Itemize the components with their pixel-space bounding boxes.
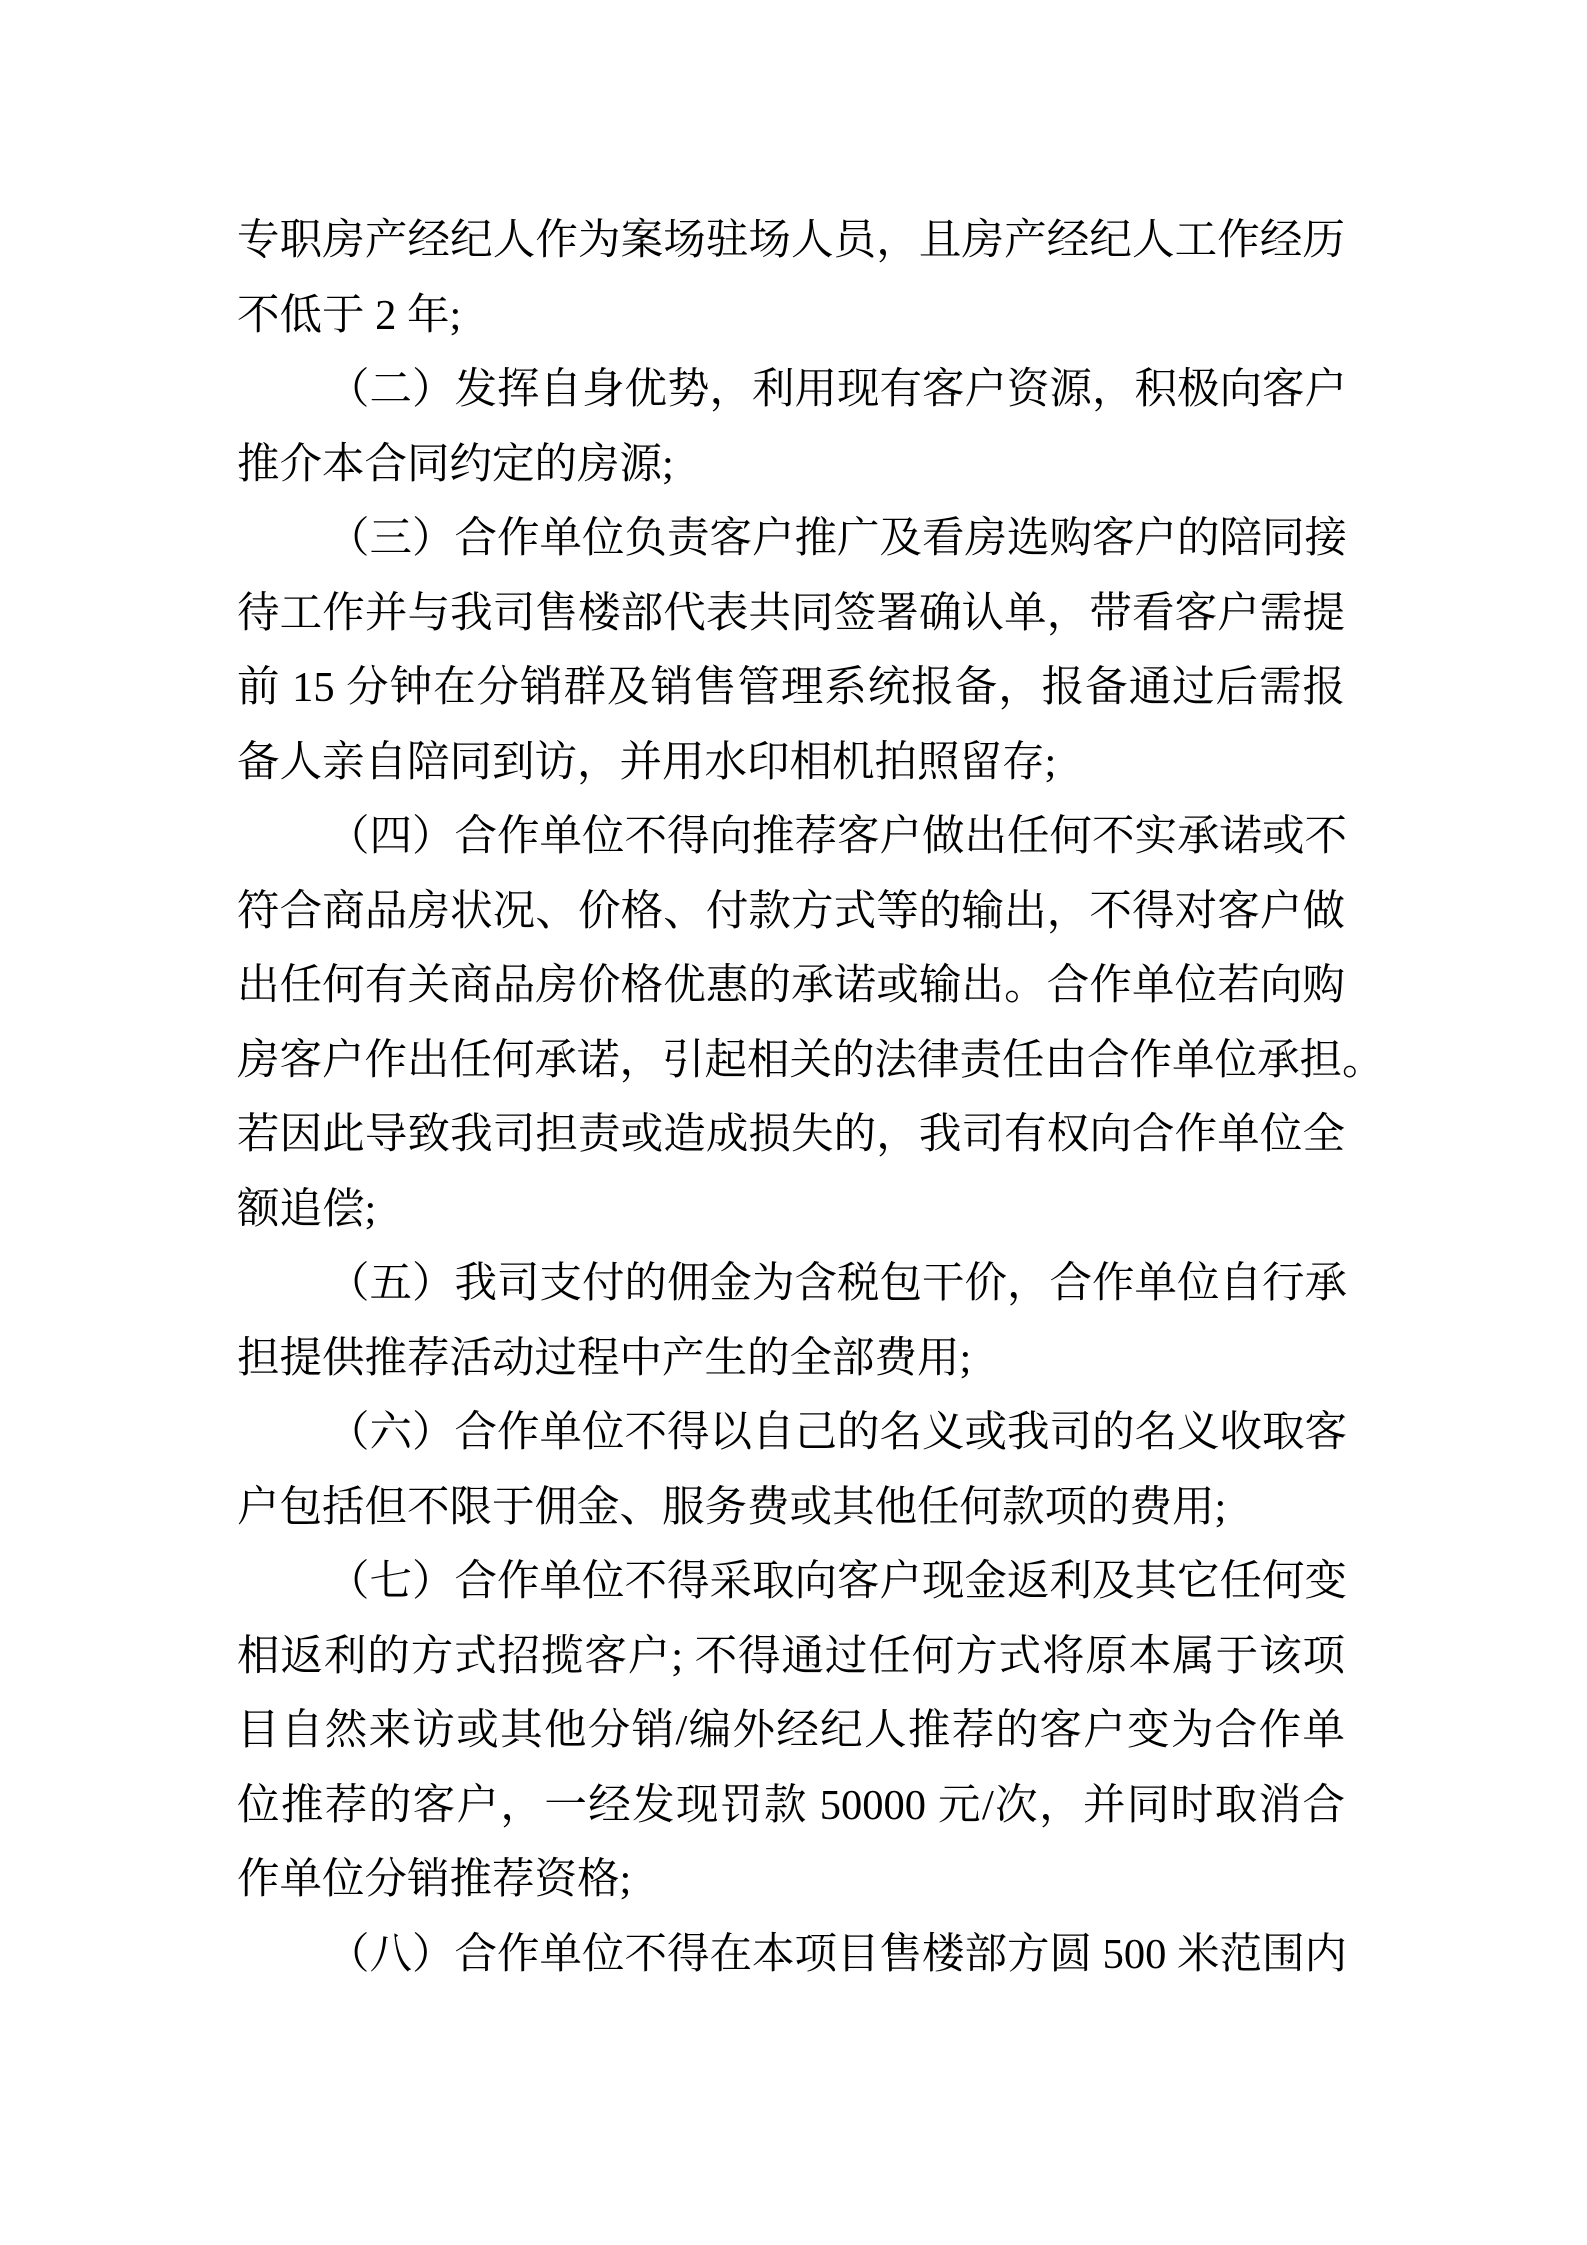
text-line: 担提供推荐活动过程中产生的全部费用; <box>237 1334 972 1382</box>
text-line: （四）合作单位不得向推荐客户做出任何不实承诺或不 <box>327 813 1348 860</box>
text-line: 前 15 分钟在分销群及销售管理系统报备，报备通过后需报 <box>237 664 1345 711</box>
text-line: 符合商品房状况、价格、付款方式等的输出，不得对客户做 <box>237 887 1345 935</box>
text-line: （五）我司支付的佣金为含税包干价，合作单位自行承 <box>327 1260 1348 1307</box>
text-line: 房客户作出任何承诺，引起相关的法律责任由合作单位承担。 <box>237 1036 1385 1084</box>
text-line: （八）合作单位不得在本项目售楼部方圆 500 米范围内 <box>327 1930 1348 1978</box>
text-line: （三）合作单位负责客户推广及看房选购客户的陪同接 <box>327 515 1348 562</box>
text-line: 待工作并与我司售楼部代表共同签署确认单，带看客户需提 <box>237 589 1345 637</box>
text-line: 相返利的方式招揽客户; 不得通过任何方式将原本属于该项 <box>237 1632 1345 1680</box>
text-line: 位推荐的客户，一经发现罚款 50000 元/次，并同时取消合 <box>237 1781 1345 1829</box>
text-line: 额追偿; <box>237 1185 377 1233</box>
text-line: 户包括但不限于佣金、服务费或其他任何款项的费用; <box>237 1483 1227 1531</box>
text-line: （二）发挥自身优势，利用现有客户资源，积极向客户 <box>327 366 1348 413</box>
text-line: 不低于 2 年; <box>237 291 462 339</box>
text-line: 备人亲自陪同到访，并用水印相机拍照留存; <box>237 738 1057 786</box>
text-line: 目自然来访或其他分销/编外经纪人推荐的客户变为合作单 <box>237 1707 1345 1754</box>
contract-text-block <box>237 204 1385 1992</box>
text-line: 专职房产经纪人作为案场驻场人员，且房产经纪人工作经历 <box>237 217 1345 264</box>
text-line: 推介本合同约定的房源; <box>237 440 674 488</box>
text-line: 若因此导致我司担责或造成损失的，我司有权向合作单位全 <box>237 1111 1345 1158</box>
text-line: （六）合作单位不得以自己的名义或我司的名义收取客 <box>327 1409 1348 1456</box>
text-line: 出任何有关商品房价格优惠的承诺或输出。合作单位若向购 <box>237 962 1345 1009</box>
text-line: 作单位分销推荐资格; <box>237 1856 632 1903</box>
text-line: （七）合作单位不得采取向客户现金返利及其它任何变 <box>327 1558 1348 1605</box>
